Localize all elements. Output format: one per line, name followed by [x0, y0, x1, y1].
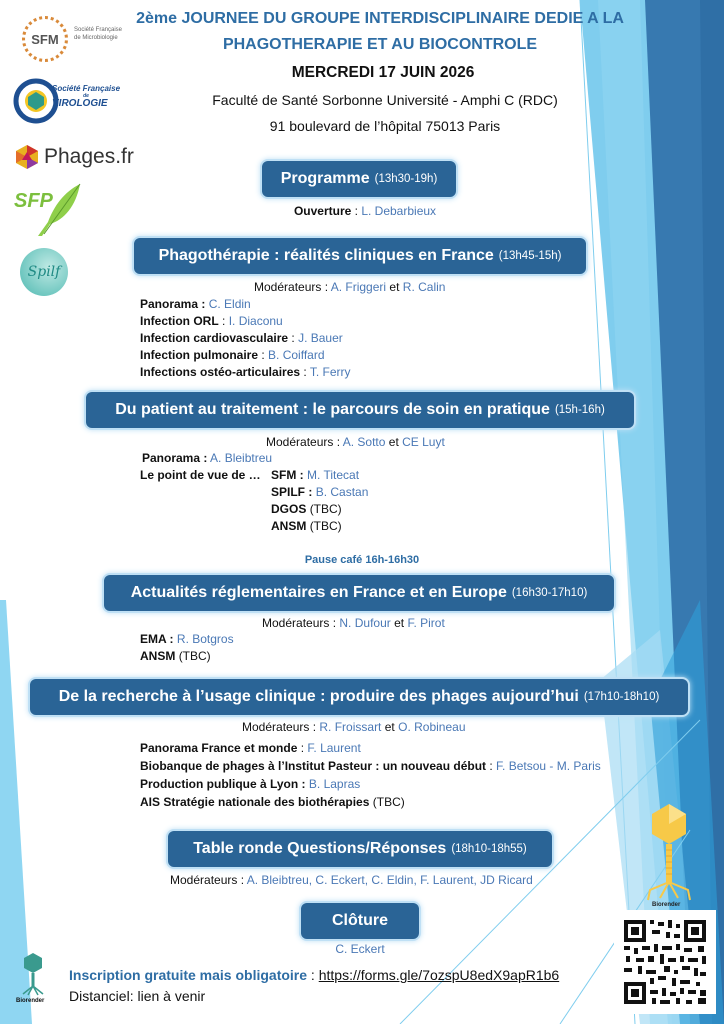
talk-separator: : — [486, 759, 497, 773]
sfv-logo-line1: Société Française — [52, 84, 121, 93]
sfv-logo-line3: VIROLOGIE — [52, 98, 108, 109]
phages-fr-logo — [14, 142, 134, 172]
talk-note: (TBC) — [178, 649, 211, 663]
talk-speaker: R. Botgros — [176, 632, 234, 646]
moderators-label: Modérateurs : — [254, 280, 329, 294]
section-header-research — [30, 679, 688, 715]
talk-separator: : — [218, 314, 229, 328]
talk-topic: Infection cardiovasculaire — [140, 331, 289, 345]
moderator: N. Dufour — [339, 616, 391, 630]
closing-speaker — [300, 941, 420, 958]
programme-header — [262, 161, 456, 197]
viewpoint-item — [271, 501, 368, 518]
moderators-label: Modérateurs : — [262, 616, 337, 630]
viewpoint-item — [271, 467, 368, 484]
section-title: Phagothérapie : réalités cliniques en France — [158, 247, 494, 264]
section-header-care-pathway — [86, 392, 634, 428]
talk-topic: Infection pulmonaire — [140, 348, 259, 362]
closing-speaker-name: C. Eckert — [335, 942, 385, 956]
registration-link[interactable]: https://forms.gle/7ozspU8edX9apR1b6 — [318, 967, 560, 983]
viewpoint-org: ANSM — [271, 519, 307, 533]
coffee-break: Pause café 16h-16h30 — [304, 554, 420, 566]
event-date: MERCREDI 17 JUIN 2026 — [291, 64, 475, 81]
event-venue: Faculté de Santé Sorbonne Université - Amphi C (RDC) — [212, 92, 558, 108]
section-title: Du patient au traitement : le parcours de soin en pratique — [115, 401, 550, 418]
sfm-logo-ring — [22, 16, 68, 62]
event-title-line2: PHAGOTHERAPIE ET AU BIOCONTROLE — [222, 36, 538, 53]
section-time: (17h10-18h10) — [583, 691, 660, 703]
phage-teal-icon — [18, 952, 48, 996]
moderators-and: et — [394, 616, 405, 630]
talk-speaker: A. Bleibtreu — [210, 451, 273, 465]
moderator: CE Luyt — [402, 435, 445, 449]
talk-item — [140, 793, 601, 811]
section-title: Actualités réglementaires en France et en Europe — [130, 584, 507, 601]
talk-separator: : — [288, 331, 299, 345]
section-title: Table ronde Questions/Réponses — [193, 840, 447, 857]
viewpoint-item — [271, 518, 368, 535]
talk-note: (TBC) — [372, 795, 405, 809]
opening-label: Ouverture — [293, 204, 352, 218]
sfp-feather-icon — [34, 182, 84, 238]
section-header-regulatory — [104, 575, 614, 611]
moderator: R. Calin — [402, 280, 446, 294]
talk-separator: : — [258, 348, 269, 362]
talk-item — [140, 739, 601, 757]
talk-topic: ANSM — [140, 649, 176, 663]
sfp-logo — [14, 182, 84, 238]
section-time: (18h10-18h55) — [451, 843, 527, 855]
talk-separator: : — [300, 365, 310, 379]
talk-item — [140, 296, 351, 313]
talk-topic: Infections ostéo-articulaires — [140, 365, 301, 379]
moderator: F. Pirot — [407, 616, 445, 630]
moderators-line — [170, 872, 533, 889]
moderators-label: Modérateurs : — [266, 435, 341, 449]
sfm-logo — [18, 14, 128, 62]
talk-speaker: B. Lapras — [308, 777, 361, 791]
viewpoint-org: SFM : — [271, 468, 304, 482]
qr-code-icon — [614, 910, 716, 1014]
moderators-and: et — [388, 435, 399, 449]
talk-topic: Panorama : — [140, 297, 206, 311]
section-time: (13h45-15h) — [498, 250, 562, 262]
opening-line: Ouverture : L. Debarbieux — [293, 204, 437, 218]
viewpoint-org: SPILF : — [271, 485, 313, 499]
event-title — [120, 6, 640, 58]
moderator: R. Froissart — [319, 720, 382, 734]
registration-separator: : — [307, 967, 319, 983]
talk-item — [140, 648, 234, 665]
event-title-line1: 2ème JOURNEE DU GROUPE INTERDISCIPLINAIRE DEDIE A LA — [136, 10, 624, 27]
section-header-round-table — [168, 831, 552, 867]
talk-topic: Biobanque de phages à l’Institut Pasteur : un nouveau début — [140, 759, 487, 773]
moderators-line — [254, 279, 445, 296]
section-header-clinical — [134, 238, 586, 274]
talk-speaker: C. Eldin — [208, 297, 251, 311]
moderators-and: et — [389, 280, 400, 294]
talk-list — [140, 296, 351, 381]
moderators-and: et — [384, 720, 395, 734]
viewpoint-label: Le point de vue de … — [140, 468, 261, 482]
talk-item — [140, 347, 351, 364]
biorender-label-left: Biorender — [16, 998, 45, 1004]
section-title: De la recherche à l’usage clinique : produire des phages aujourd’hui — [58, 688, 579, 705]
talk-item — [140, 775, 601, 793]
talk-item — [140, 757, 601, 775]
talk-item — [140, 330, 351, 347]
registration-label: Inscription gratuite mais obligatoire — [69, 967, 308, 983]
talk-item — [140, 313, 351, 330]
sfm-logo-name-1: Société Française — [74, 27, 123, 33]
moderator: O. Robineau — [398, 720, 466, 734]
talk-item — [142, 450, 272, 467]
moderators-line — [266, 434, 445, 451]
talk-topic: EMA : — [140, 632, 174, 646]
sfm-logo-abbr: SFM — [31, 31, 59, 47]
sfp-logo-text: SFP — [14, 190, 53, 212]
moderators-label: Modérateurs : — [170, 873, 245, 887]
opening-speaker: L. Debarbieux — [361, 204, 437, 218]
viewpoint-speaker: B. Castan — [315, 485, 369, 499]
talk-item — [140, 631, 234, 648]
registration-line — [69, 966, 559, 984]
talk-list — [140, 739, 601, 811]
talk-speaker: J. Bauer — [298, 331, 343, 345]
viewpoint-speaker: M. Titecat — [307, 468, 360, 482]
section-title: Clôture — [332, 912, 388, 929]
talk-list — [140, 631, 234, 665]
event-address: 91 boulevard de l’hôpital 75013 Paris — [269, 118, 501, 134]
phages-fr-logo-text: Phages.fr — [44, 145, 134, 168]
talk-topic: AIS Stratégie nationale des biothérapies — [140, 795, 370, 809]
moderators-names: A. Bleibtreu, C. Eckert, C. Eldin, F. Laurent, JD Ricard — [246, 873, 533, 887]
remote-info: Distanciel: lien à venir — [69, 988, 206, 1004]
moderators-line — [242, 719, 466, 736]
talk-topic: Panorama France et monde — [140, 741, 298, 755]
moderator: A. Friggeri — [330, 280, 387, 294]
phage-yellow-icon — [644, 802, 694, 902]
sfv-logo-line2: de — [83, 93, 89, 99]
talk-speaker: F. Betsou - M. Paris — [496, 759, 601, 773]
viewpoint-item — [271, 484, 368, 501]
moderator: A. Sotto — [342, 435, 386, 449]
moderators-label: Modérateurs : — [242, 720, 317, 734]
talk-speaker: B. Coiffard — [268, 348, 325, 362]
spilf-logo — [20, 248, 68, 296]
viewpoint-note: (TBC) — [309, 502, 342, 516]
talk-separator: : — [297, 741, 308, 755]
spilf-logo-text: Spilf — [27, 264, 61, 280]
talk-topic: Infection ORL — [140, 314, 219, 328]
talk-topic: Panorama : — [142, 451, 208, 465]
talk-item — [140, 364, 351, 381]
talk-speaker: F. Laurent — [307, 741, 361, 755]
section-header-closing — [301, 903, 419, 939]
viewpoint-note: (TBC) — [309, 519, 342, 533]
section-time: (16h30-17h10) — [511, 587, 588, 599]
section-time: (15h-16h) — [554, 404, 605, 416]
programme-time: (13h30-19h) — [374, 173, 438, 185]
viewpoint-list — [271, 467, 368, 535]
biorender-label-right: Biorender — [652, 902, 681, 908]
moderators-line — [262, 615, 445, 632]
sfm-logo-name-2: de Microbiologie — [74, 35, 118, 41]
talk-topic: Production publique à Lyon : — [140, 777, 306, 791]
sfv-logo — [12, 78, 136, 124]
talk-speaker: T. Ferry — [309, 365, 351, 379]
qr-code[interactable] — [614, 910, 716, 1014]
viewpoint-org: DGOS — [271, 502, 307, 516]
phages-hexagon-icon — [14, 144, 40, 170]
programme-title: Programme — [280, 170, 370, 187]
talk-speaker: I. Diaconu — [228, 314, 283, 328]
